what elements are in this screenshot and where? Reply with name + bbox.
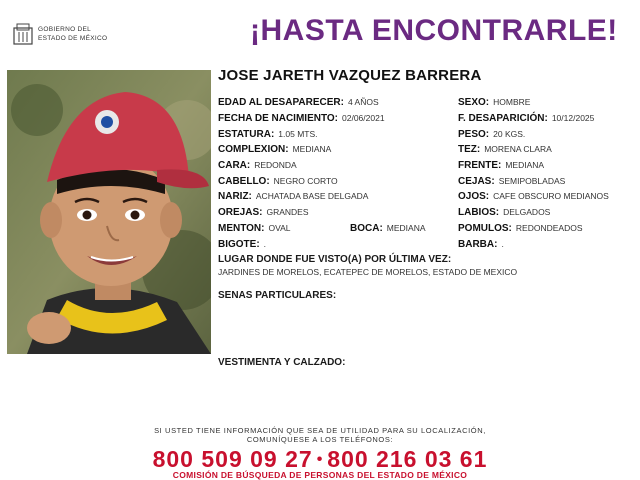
field-value: . <box>501 239 504 249</box>
field-nariz <box>218 190 368 203</box>
field-label: CABELLO: <box>218 176 270 187</box>
phone-number-1[interactable]: 800 509 09 27 <box>152 446 313 472</box>
field-value: ACHATADA BASE DELGADA <box>255 191 369 201</box>
crest-icon <box>12 22 34 48</box>
logo-line-1: GOBIERNO DEL <box>38 26 92 33</box>
field-value: 10/12/2025 <box>551 113 595 123</box>
field-cara <box>218 159 297 172</box>
field-label: NARIZ: <box>218 191 252 202</box>
field-label: OJOS: <box>458 191 490 202</box>
field-value: MEDIANA <box>292 144 332 154</box>
commission-name: COMISIÓN DE BÚSQUEDA DE PERSONAS DEL ESTADO DE MÉXICO <box>172 470 468 480</box>
field-label: FRENTE: <box>458 160 502 171</box>
logo-line-2: ESTADO DE MÉXICO <box>38 35 108 42</box>
field-label: LABIOS: <box>458 207 500 218</box>
field-value: GRANDES <box>266 207 309 217</box>
headline: ¡HASTA ENCONTRARLE! <box>250 14 618 47</box>
field-label: BIGOTE: <box>218 239 260 250</box>
phone-numbers <box>0 446 640 473</box>
field-value: 02/06/2021 <box>342 113 385 123</box>
field-complexion <box>218 143 331 156</box>
field-value: MEDIANA <box>386 223 426 233</box>
field-value: REDONDA <box>254 160 297 170</box>
clothing-label: VESTIMENTA Y CALZADO: <box>218 357 346 368</box>
last-seen-label: LUGAR DONDE FUE VISTO(A) POR ÚLTIMA VEZ: <box>218 254 452 265</box>
field-value: 1.05 MTS. <box>278 129 318 139</box>
field-label: ESTATURA: <box>218 129 275 140</box>
field-value: OVAL <box>268 223 291 233</box>
field-value: 4 AÑOS <box>347 97 379 107</box>
contact-note-line1: SI USTED TIENE INFORMACIÓN QUE SEA DE UTILIDAD PARA SU LOCALIZACIÓN, <box>154 426 486 435</box>
field-label: OREJAS: <box>218 207 263 218</box>
field-value: HOMBRE <box>493 97 531 107</box>
field-orejas <box>218 206 309 219</box>
field-value: SEMIPOBLADAS <box>498 176 566 186</box>
field-label: COMPLEXION: <box>218 144 289 155</box>
field-label: SEXO: <box>458 97 490 108</box>
phone-number-2[interactable]: 800 216 03 61 <box>327 446 488 472</box>
field-value: DELGADOS <box>503 207 551 217</box>
field-bigote <box>218 238 266 251</box>
contact-note-line2: COMUNÍQUESE A LOS TELÉFONOS: <box>246 435 394 444</box>
field-fecha-nacimiento <box>218 112 385 125</box>
field-edad <box>218 96 379 109</box>
field-value: MEDIANA <box>505 160 545 170</box>
field-value: MORENA CLARA <box>484 144 552 154</box>
field-label: MENTON: <box>218 223 265 234</box>
field-label: PESO: <box>458 129 490 140</box>
particular-marks-label: SENAS PARTICULARES: <box>218 290 337 301</box>
field-barba <box>458 238 504 251</box>
field-menton <box>218 222 291 235</box>
last-seen-place: JARDINES DE MORELOS, ECATEPEC DE MORELOS, ESTADO DE MEXICO <box>218 267 518 277</box>
field-value: 20 KGS. <box>493 129 526 139</box>
field-labios <box>458 206 550 219</box>
field-tez <box>458 143 552 156</box>
state-government-logo <box>12 22 122 50</box>
field-cejas <box>458 175 565 188</box>
missing-person-photo <box>7 70 211 354</box>
field-label: CEJAS: <box>458 176 495 187</box>
field-label: FECHA DE NACIMIENTO: <box>218 113 338 124</box>
field-label: F. DESAPARICIÓN: <box>458 113 548 124</box>
field-value: . <box>263 239 267 249</box>
field-cabello <box>218 175 338 188</box>
field-label: BOCA: <box>350 223 383 234</box>
field-boca <box>350 222 426 235</box>
field-label: EDAD AL DESAPARECER: <box>218 97 344 108</box>
field-ojos <box>458 190 609 203</box>
field-label: POMULOS: <box>458 223 512 234</box>
phone-separator: • <box>316 451 324 468</box>
field-label: TEZ: <box>458 144 481 155</box>
field-sexo <box>458 96 530 109</box>
field-peso <box>458 128 525 141</box>
field-label: CARA: <box>218 160 251 171</box>
field-estatura <box>218 128 318 141</box>
field-label: BARBA: <box>458 239 498 250</box>
field-fecha-desaparicion <box>458 112 594 125</box>
field-value: CAFE OBSCURO MEDIANOS <box>493 191 609 201</box>
field-value: NEGRO CORTO <box>273 176 338 186</box>
field-pomulos <box>458 222 582 235</box>
field-value: REDONDEADOS <box>515 223 583 233</box>
person-name: JOSE JARETH VAZQUEZ BARRERA <box>218 67 482 84</box>
field-frente <box>458 159 544 172</box>
